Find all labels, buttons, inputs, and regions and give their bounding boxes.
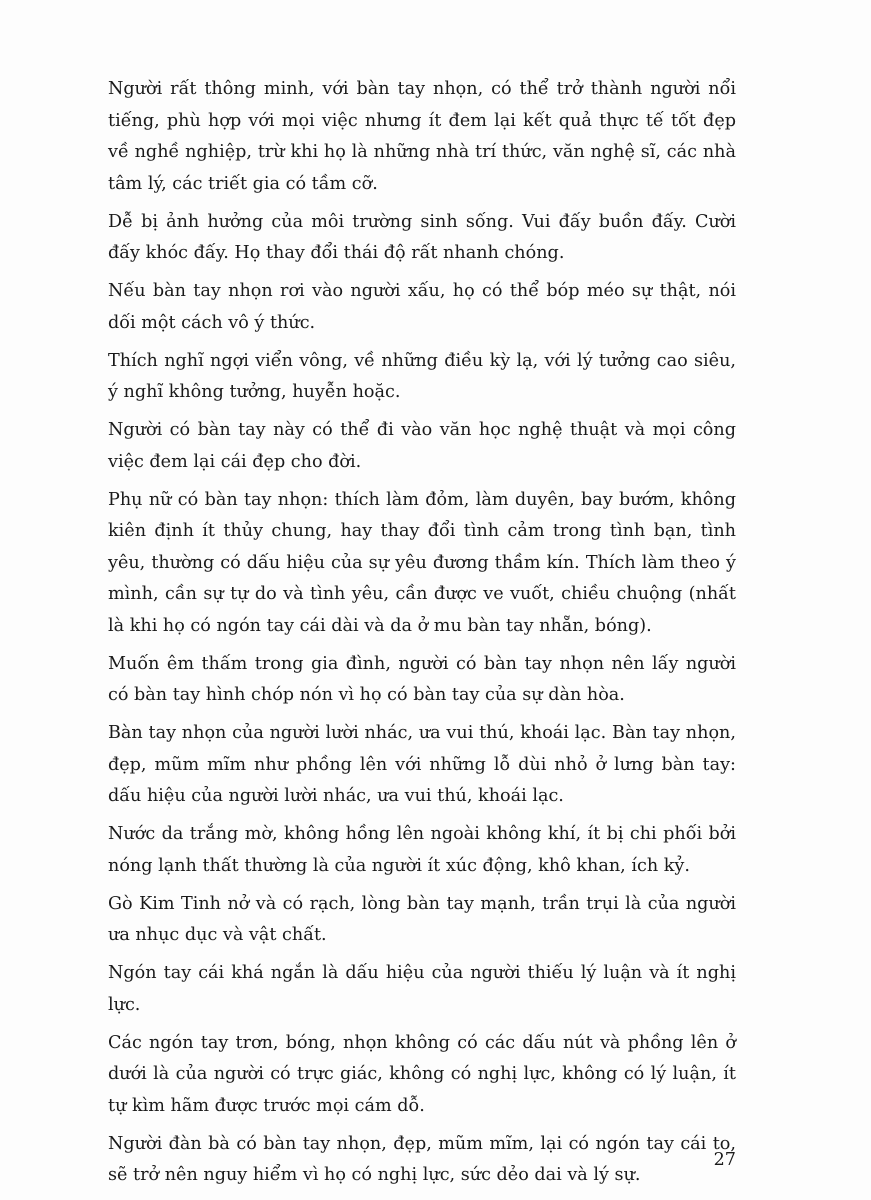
body-text xyxy=(108,74,736,1198)
paragraph: Bàn tay nhọn của người lười nhác, ưa vui thú, khoái lạc. Bàn tay nhọn, đẹp, mũm mĩm như phồng lên với những lỗ dùi nhỏ ở lưng bàn tay: dấu hiệu của người lười nhác, ưa vui thú, khoái lạc. xyxy=(108,723,736,806)
paragraph: Ngón tay cái khá ngắn là dấu hiệu của người thiếu lý luận và ít nghị lực. xyxy=(108,963,736,1015)
paragraph: Nước da trắng mờ, không hồng lên ngoài không khí, ít bị chi phối bởi nóng lạnh thất thường là của người ít xúc động, khô khan, ích kỷ. xyxy=(108,824,736,876)
paragraph: Phụ nữ có bàn tay nhọn: thích làm đỏm, làm duyên, bay bướm, không kiên định ít thủy chung, hay thay đổi tình cảm trong tình bạn, tình yêu, thường có dấu hiệu của sự yêu đương thầm kín. Thích làm theo ý mình, cần sự tự do và tình yêu, cần được ve vuốt, chiều chuộng (nhất là khi họ có ngón tay cái dài và da ở mu bàn tay nhẵn, bóng). xyxy=(108,489,736,636)
paragraph: Thích nghĩ ngợi viển vông, về những điều kỳ lạ, với lý tưởng cao siêu, ý nghĩ không tưởng, huyễn hoặc. xyxy=(108,350,736,402)
page-number: 27 xyxy=(713,1150,736,1170)
paragraph: Các ngón tay trơn, bóng, nhọn không có các dấu nút và phồng lên ở dưới là của người có trực giác, không có nghị lực, không có lý luận, ít tự kìm hãm được trước mọi cám dỗ. xyxy=(108,1032,736,1116)
paragraph: Muốn êm thấm trong gia đình, người có bàn tay nhọn nên lấy người có bàn tay hình chóp nón vì họ có bàn tay của sự dàn hòa. xyxy=(108,653,736,705)
paragraph: Người đàn bà có bàn tay nhọn, đẹp, mũm mĩm, lại có ngón tay cái to, sẽ trở nên nguy hiểm vì họ có nghị lực, sức dẻo dai và lý sự. xyxy=(108,1133,736,1185)
paragraph: Dễ bị ảnh hưởng của môi trường sinh sống. Vui đấy buồn đấy. Cười đấy khóc đấy. Họ thay đổi thái độ rất nhanh chóng. xyxy=(108,211,736,263)
paragraph: Người rất thông minh, với bàn tay nhọn, có thể trở thành người nổi tiếng, phù hợp với mọi việc nhưng ít đem lại kết quả thực tế tốt đẹp về nghề nghiệp, trừ khi họ là những nhà trí thức, văn nghệ sĩ, các nhà tâm lý, các triết gia có tầm cỡ. xyxy=(108,79,736,194)
paragraph: Người có bàn tay này có thể đi vào văn học nghệ thuật và mọi công việc đem lại cái đẹp cho đời. xyxy=(108,420,736,472)
paragraph: Gò Kim Tinh nở và có rạch, lòng bàn tay mạnh, trần trụi là của người ưa nhục dục và vật chất. xyxy=(108,893,736,945)
paragraph: Nếu bàn tay nhọn rơi vào người xấu, họ có thể bóp méo sự thật, nói dối một cách vô ý thức. xyxy=(108,281,736,333)
